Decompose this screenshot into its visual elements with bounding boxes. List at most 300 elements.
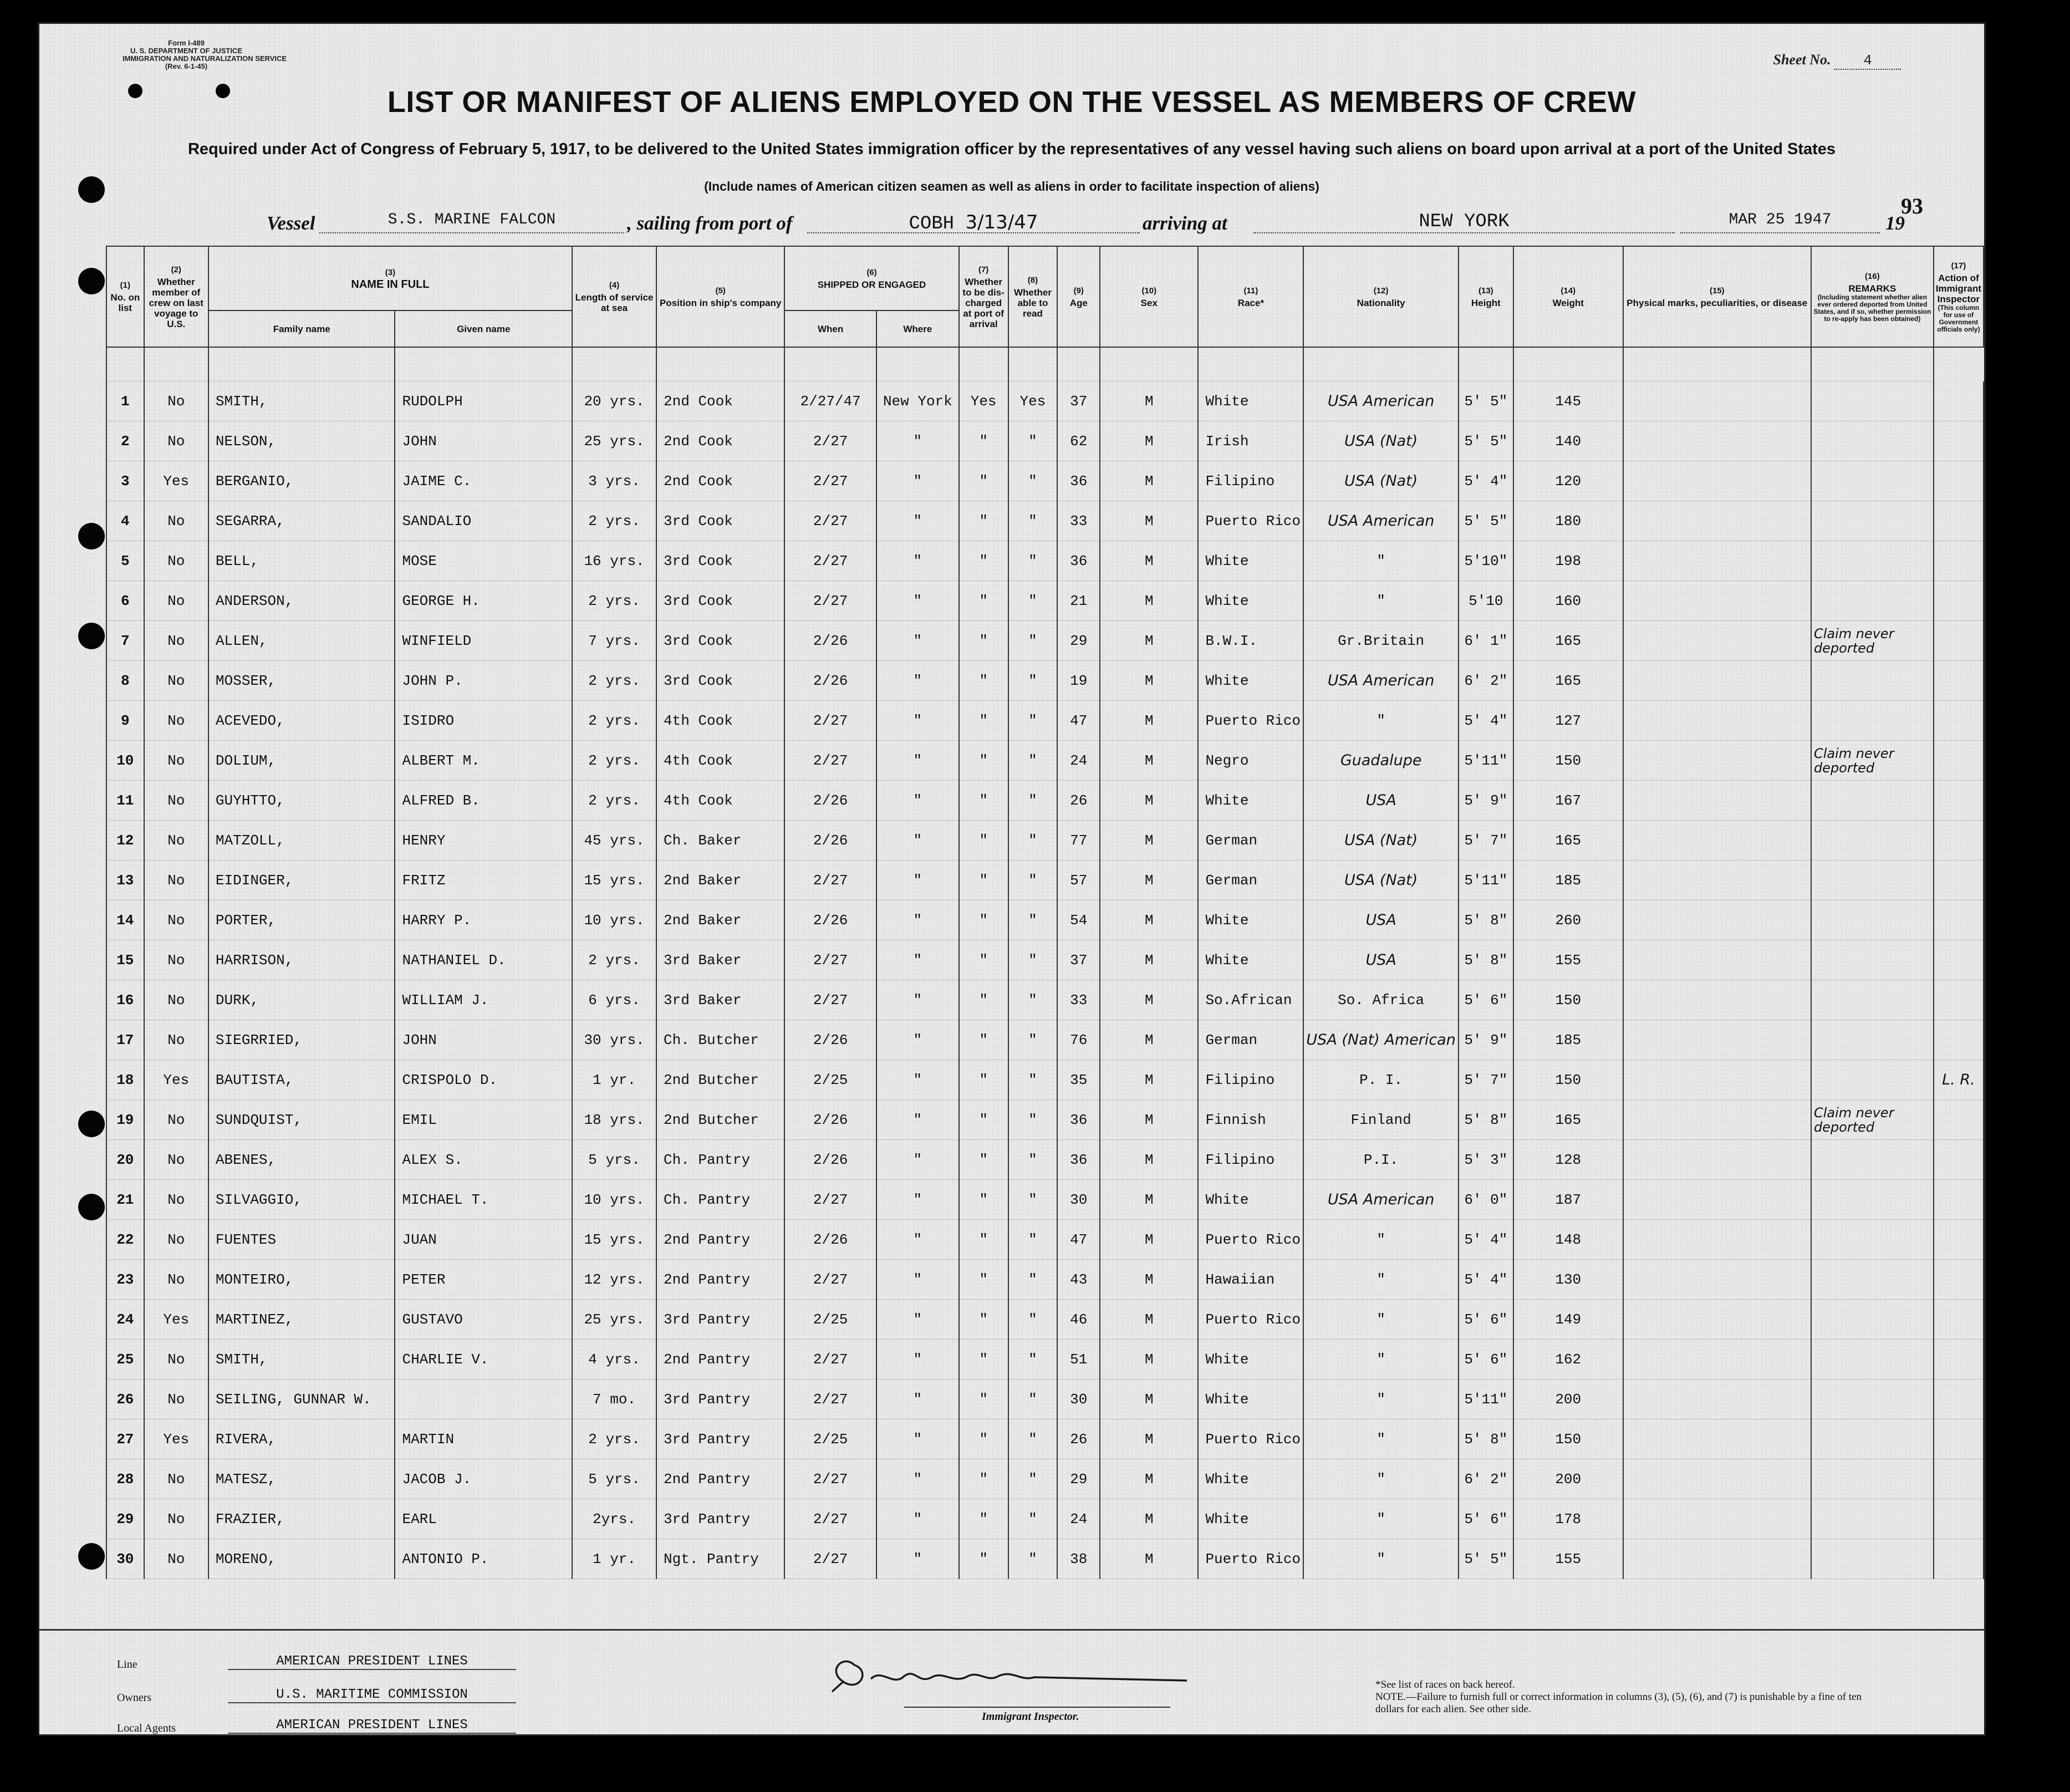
remarks-cell [1811,541,1934,581]
last-voyage-cell: No [144,940,208,980]
shipped-where-cell: " [876,781,959,821]
service-cell: 2 yrs. [572,701,656,741]
race-cell: Puerto Rico [1198,701,1303,741]
remarks-cell [1811,821,1934,861]
sex-cell: M [1100,1539,1198,1579]
race-cell: Filipino [1198,461,1303,501]
race-cell: White [1198,541,1303,581]
weight-cell: 162 [1513,1340,1623,1379]
last-voyage-cell: No [144,541,208,581]
height-cell: 5' 9" [1459,781,1513,821]
sex-cell: M [1100,1459,1198,1499]
nationality-cell: USA American [1303,661,1458,701]
footer-line-label: Line [117,1658,137,1671]
race-cell: Irish [1198,421,1303,461]
age-cell: 37 [1057,381,1100,421]
last-voyage-cell: No [144,1260,208,1300]
table-row [106,421,1984,461]
action-cell [1934,501,1984,541]
last-voyage-cell: No [144,421,208,461]
weight-cell: 165 [1513,1100,1623,1140]
read-cell: " [1008,1539,1058,1579]
footer-line-value: AMERICAN PRESIDENT LINES [228,1654,516,1670]
action-cell [1934,741,1984,781]
read-cell: " [1008,701,1058,741]
last-voyage-cell: Yes [144,461,208,501]
physical-marks-cell [1623,1539,1811,1579]
position-cell: 3rd Pantry [656,1419,784,1459]
col-header-action: (17) Action of Immigrant Inspector (This column for use of Government officials only) [1934,246,1984,347]
nationality-cell: USA (Nat) [1303,861,1458,900]
shipped-when-cell: 2/26 [784,661,876,701]
service-cell: 7 mo. [572,1379,656,1419]
remarks-cell [1811,1379,1934,1419]
row-number: 22 [106,1220,144,1260]
col-header-position: (5) Position in ship's company [656,246,784,347]
physical-marks-cell [1623,701,1811,741]
nationality-cell: USA (Nat) American [1303,1020,1458,1060]
discharged-cell: " [959,621,1008,661]
last-voyage-cell: No [144,1340,208,1379]
footer-agents-value: AMERICAN PRESIDENT LINES [228,1718,516,1734]
table-row [106,1260,1984,1300]
height-cell: 5' 4" [1459,461,1513,501]
read-cell: " [1008,1140,1058,1180]
physical-marks-cell [1623,421,1811,461]
given-name-cell: JOHN [395,1020,572,1060]
position-cell: 3rd Cook [656,661,784,701]
family-name-cell: BERGANIO, [208,461,395,501]
punch-hole [78,268,105,294]
remarks-cell [1811,421,1934,461]
race-cell: White [1198,381,1303,421]
row-number: 30 [106,1539,144,1579]
nationality-cell: USA (Nat) [1303,461,1458,501]
discharged-cell: " [959,1140,1008,1180]
physical-marks-cell [1623,1020,1811,1060]
race-cell: Puerto Rico [1198,1220,1303,1260]
sex-cell: M [1100,501,1198,541]
row-number: 2 [106,421,144,461]
discharged-cell: " [959,1300,1008,1340]
age-cell: 33 [1057,980,1100,1020]
table-row [106,900,1984,940]
shipped-when-cell: 2/26 [784,1220,876,1260]
action-cell [1934,621,1984,661]
service-cell: 20 yrs. [572,381,656,421]
shipped-when-cell: 2/27 [784,461,876,501]
shipped-where-cell: " [876,1140,959,1180]
shipped-where-cell: " [876,980,959,1020]
discharged-cell: " [959,1459,1008,1499]
nationality-cell: P.I. [1303,1140,1458,1180]
weight-cell: 185 [1513,1020,1623,1060]
given-name-cell: CRISPOLO D. [395,1060,572,1100]
remarks-cell: Claim never deported [1811,1100,1934,1140]
col-header-where: Where [876,310,959,347]
row-number: 10 [106,741,144,781]
shipped-where-cell: " [876,541,959,581]
arrival-date: MAR 25 1947 [1680,211,1880,233]
read-cell: " [1008,980,1058,1020]
service-cell: 30 yrs. [572,1020,656,1060]
nationality-cell: " [1303,1300,1458,1340]
remarks-cell [1811,1340,1934,1379]
sex-cell: M [1100,701,1198,741]
physical-marks-cell [1623,1260,1811,1300]
sex-cell: M [1100,821,1198,861]
remarks-cell [1811,1060,1934,1100]
remarks-cell [1811,1180,1934,1220]
age-cell: 35 [1057,1060,1100,1100]
position-cell: 3rd Cook [656,541,784,581]
nationality-cell: USA [1303,900,1458,940]
sex-cell: M [1100,621,1198,661]
discharged-cell: " [959,900,1008,940]
last-voyage-cell: No [144,741,208,781]
weight-cell: 180 [1513,501,1623,541]
table-row [106,581,1984,621]
crew-table [106,246,1984,1579]
nationality-cell: " [1303,1379,1458,1419]
given-name-cell: MOSE [395,541,572,581]
position-cell: 2nd Pantry [656,1340,784,1379]
read-cell: " [1008,1419,1058,1459]
shipped-where-cell: " [876,1499,959,1539]
physical-marks-cell [1623,940,1811,980]
sex-cell: M [1100,980,1198,1020]
family-name-cell: MARTINEZ, [208,1300,395,1340]
service-cell: 16 yrs. [572,541,656,581]
punch-hole [78,1543,105,1570]
weight-cell: 150 [1513,1419,1623,1459]
remarks-cell: Claim never deported [1811,621,1934,661]
shipped-where-cell: " [876,501,959,541]
weight-cell: 127 [1513,701,1623,741]
age-cell: 26 [1057,1419,1100,1459]
position-cell: 2nd Cook [656,421,784,461]
nationality-cell: USA (Nat) [1303,421,1458,461]
discharged-cell: " [959,1499,1008,1539]
service-cell: 45 yrs. [572,821,656,861]
last-voyage-cell: Yes [144,1419,208,1459]
punch-hole [78,523,105,549]
weight-cell: 140 [1513,421,1623,461]
shipped-when-cell: 2/25 [784,1300,876,1340]
weight-cell: 148 [1513,1220,1623,1260]
table-row [106,1180,1984,1220]
shipped-where-cell: " [876,1060,959,1100]
vessel-line [206,207,1905,235]
given-name-cell [395,1379,572,1419]
race-cell: German [1198,1020,1303,1060]
row-number: 8 [106,661,144,701]
table-row [106,940,1984,980]
nationality-cell: USA American [1303,1180,1458,1220]
shipped-when-cell: 2/27 [784,1260,876,1300]
col-header-discharged: (7) Whether to be dis-charged at port of arrival [959,246,1008,347]
col-header-sex: (10) Sex [1100,246,1198,347]
family-name-cell: EIDINGER, [208,861,395,900]
age-cell: 77 [1057,821,1100,861]
race-cell: White [1198,1459,1303,1499]
shipped-when-cell: 2/26 [784,621,876,661]
given-name-cell: ISIDRO [395,701,572,741]
signature-line [904,1707,1170,1708]
discharged-cell: " [959,1260,1008,1300]
row-number: 12 [106,821,144,861]
weight-cell: 120 [1513,461,1623,501]
nationality-cell: Guadalupe [1303,741,1458,781]
height-cell: 5'10" [1459,541,1513,581]
remarks-cell [1811,1459,1934,1499]
table-row [106,701,1984,741]
read-cell: " [1008,741,1058,781]
action-cell [1934,1020,1984,1060]
shipped-where-cell: " [876,940,959,980]
discharged-cell: " [959,1020,1008,1060]
position-cell: Ngt. Pantry [656,1539,784,1579]
read-cell: " [1008,1499,1058,1539]
row-number: 16 [106,980,144,1020]
age-cell: 38 [1057,1539,1100,1579]
remarks-cell [1811,661,1934,701]
table-row [106,980,1984,1020]
remarks-cell [1811,1539,1934,1579]
given-name-cell: SANDALIO [395,501,572,541]
given-name-cell: HARRY P. [395,900,572,940]
last-voyage-cell: No [144,980,208,1020]
footer-agents-label: Local Agents [117,1722,176,1734]
form-service: IMMIGRATION AND NATURALIZATION SERVICE [123,54,287,63]
inspector-label: Immigrant Inspector. [982,1710,1079,1723]
read-cell: " [1008,1459,1058,1499]
col-header-physical-marks: (15) Physical marks, peculiarities, or disease [1623,246,1811,347]
position-cell: 2nd Butcher [656,1060,784,1100]
table-row [106,501,1984,541]
shipped-where-cell: " [876,741,959,781]
family-name-cell: SEGARRA, [208,501,395,541]
family-name-cell: MATZOLL, [208,821,395,861]
height-cell: 5' 6" [1459,980,1513,1020]
race-cell: White [1198,1340,1303,1379]
discharged-cell: Yes [959,381,1008,421]
shipped-where-cell: " [876,421,959,461]
position-cell: 2nd Cook [656,381,784,421]
shipped-where-cell: " [876,1419,959,1459]
height-cell: 5' 6" [1459,1499,1513,1539]
age-cell: 43 [1057,1260,1100,1300]
last-voyage-cell: No [144,1379,208,1419]
shipped-when-cell: 2/27 [784,701,876,741]
position-cell: 3rd Cook [656,621,784,661]
row-number: 5 [106,541,144,581]
table-row [106,661,1984,701]
shipped-when-cell: 2/26 [784,900,876,940]
action-cell [1934,980,1984,1020]
shipped-when-cell: 2/27 [784,980,876,1020]
sex-cell: M [1100,781,1198,821]
family-name-cell: PORTER, [208,900,395,940]
table-row [106,1100,1984,1140]
row-number: 1 [106,381,144,421]
sex-cell: M [1100,900,1198,940]
weight-cell: 160 [1513,581,1623,621]
nationality-cell: USA [1303,940,1458,980]
page-subtitle: Required under Act of Congress of February 5, 1917, to be delivered to the United States immigration officer by the representatives of any vessel having such aliens on board upon arrival at a port of the United States [187,140,1836,158]
action-cell [1934,1539,1984,1579]
height-cell: 5' 7" [1459,821,1513,861]
position-cell: 3rd Baker [656,980,784,1020]
table-row [106,821,1984,861]
action-cell [1934,861,1984,900]
height-cell: 5' 7" [1459,1060,1513,1100]
height-cell: 5' 4" [1459,701,1513,741]
age-cell: 19 [1057,661,1100,701]
row-number: 28 [106,1459,144,1499]
shipped-when-cell: 2/27 [784,1499,876,1539]
shipped-when-cell: 2/27 [784,1180,876,1220]
read-cell: " [1008,501,1058,541]
weight-cell: 155 [1513,1539,1623,1579]
remarks-cell [1811,940,1934,980]
nationality-cell: " [1303,1220,1458,1260]
shipped-when-cell: 2/27 [784,861,876,900]
weight-cell: 155 [1513,940,1623,980]
action-cell [1934,381,1984,421]
row-number: 4 [106,501,144,541]
weight-cell: 200 [1513,1379,1623,1419]
nationality-cell: " [1303,1419,1458,1459]
weight-cell: 187 [1513,1180,1623,1220]
physical-marks-cell [1623,461,1811,501]
shipped-when-cell: 2/25 [784,1060,876,1100]
physical-marks-cell [1623,821,1811,861]
last-voyage-cell: No [144,501,208,541]
service-cell: 25 yrs. [572,421,656,461]
nationality-cell: Gr.Britain [1303,621,1458,661]
service-cell: 2 yrs. [572,501,656,541]
sex-cell: M [1100,381,1198,421]
family-name-cell: GUYHTTO, [208,781,395,821]
height-cell: 5'11" [1459,861,1513,900]
shipped-when-cell: 2/26 [784,1020,876,1060]
service-cell: 2 yrs. [572,661,656,701]
shipped-where-cell: " [876,861,959,900]
nationality-cell: P. I. [1303,1060,1458,1100]
age-cell: 46 [1057,1300,1100,1340]
physical-marks-cell [1623,1379,1811,1419]
height-cell: 5' 9" [1459,1020,1513,1060]
read-cell: " [1008,1100,1058,1140]
row-number: 27 [106,1419,144,1459]
footer-agents [117,1718,468,1735]
service-cell: 15 yrs. [572,861,656,900]
given-name-cell: WINFIELD [395,621,572,661]
service-cell: 2yrs. [572,1499,656,1539]
manifest-sheet [38,22,1986,1736]
discharged-cell: " [959,501,1008,541]
race-cell: White [1198,661,1303,701]
service-cell: 18 yrs. [572,1100,656,1140]
remarks-cell [1811,1140,1934,1180]
row-number: 19 [106,1100,144,1140]
remarks-cell [1811,501,1934,541]
given-name-cell: GUSTAVO [395,1300,572,1340]
physical-marks-cell [1623,1419,1811,1459]
table-row [106,1459,1984,1499]
last-voyage-cell: No [144,1140,208,1180]
action-cell [1934,821,1984,861]
age-cell: 21 [1057,581,1100,621]
position-cell: Ch. Butcher [656,1020,784,1060]
port-from: COBH [909,213,955,235]
read-cell: Yes [1008,381,1058,421]
shipped-where-cell: " [876,461,959,501]
read-cell: " [1008,1379,1058,1419]
family-name-cell: MOSSER, [208,661,395,701]
discharged-cell: " [959,1419,1008,1459]
table-row [106,1340,1984,1379]
discharged-cell: " [959,1340,1008,1379]
physical-marks-cell [1623,861,1811,900]
shipped-where-cell: " [876,581,959,621]
service-cell: 6 yrs. [572,980,656,1020]
family-name-cell: ACEVEDO, [208,701,395,741]
height-cell: 6' 0" [1459,1180,1513,1220]
nationality-cell: " [1303,1499,1458,1539]
discharged-cell: " [959,1539,1008,1579]
punch-hole [78,1111,105,1137]
sailing-label: , sailing from port of [627,212,793,234]
read-cell: " [1008,781,1058,821]
race-note: *See list of races on back hereof. [1375,1679,1515,1691]
sex-cell: M [1100,1020,1198,1060]
last-voyage-cell: No [144,1220,208,1260]
col-header-name: (3) NAME IN FULL [208,246,572,310]
discharged-cell: " [959,1180,1008,1220]
discharged-cell: " [959,1220,1008,1260]
action-cell [1934,1140,1984,1180]
shipped-when-cell: 2/27/47 [784,381,876,421]
physical-marks-cell [1623,980,1811,1020]
col-header-when: When [784,310,876,347]
remarks-cell [1811,1300,1934,1340]
given-name-cell: HENRY [395,821,572,861]
table-row [106,1020,1984,1060]
weight-cell: 145 [1513,381,1623,421]
height-cell: 5' 8" [1459,1419,1513,1459]
table-row [106,1060,1984,1100]
col-header-age: (9) Age [1057,246,1100,347]
table-row [106,1539,1984,1579]
read-cell: " [1008,661,1058,701]
discharged-cell: " [959,661,1008,701]
sheet-number-label: Sheet No. [1773,52,1831,68]
sex-cell: M [1100,421,1198,461]
weight-cell: 185 [1513,861,1623,900]
age-cell: 36 [1057,1140,1100,1180]
last-voyage-cell: No [144,1459,208,1499]
weight-cell: 200 [1513,1459,1623,1499]
race-cell: Filipino [1198,1140,1303,1180]
vessel-name: S.S. MARINE FALCON [319,211,624,233]
service-cell: 15 yrs. [572,1220,656,1260]
nationality-cell: USA American [1303,501,1458,541]
action-cell [1934,421,1984,461]
service-cell: 1 yr. [572,1539,656,1579]
action-cell [1934,541,1984,581]
